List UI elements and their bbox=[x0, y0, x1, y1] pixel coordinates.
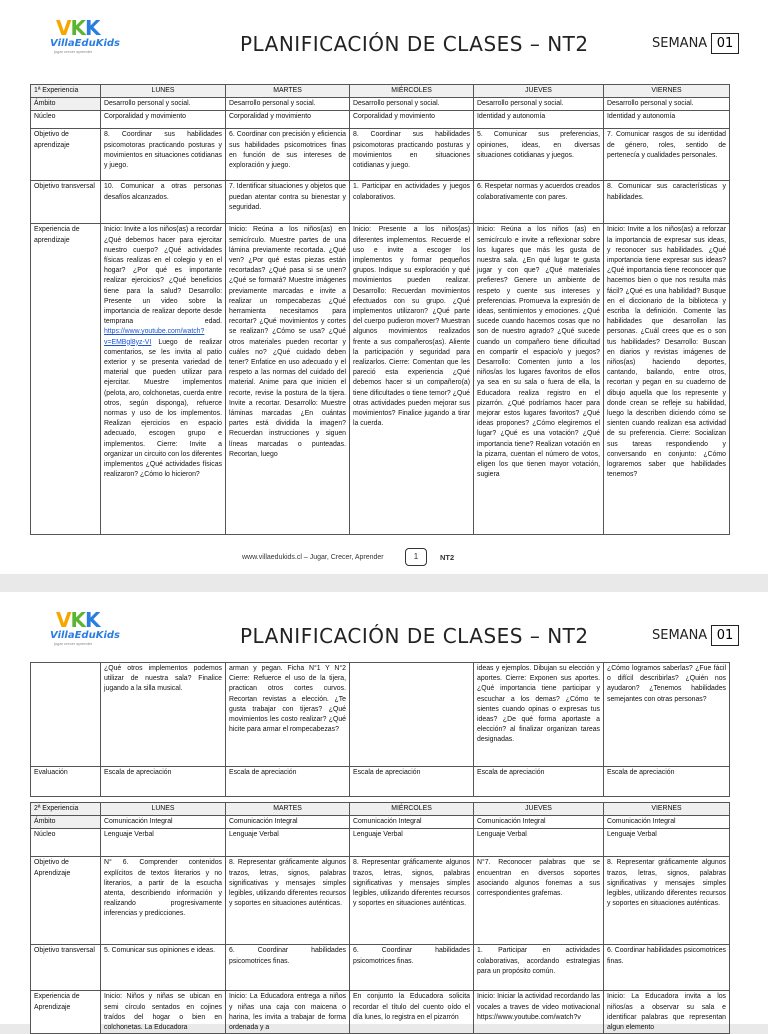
table-cell: Identidad y autonomía bbox=[474, 111, 604, 129]
table-cell: Comunicación Integral bbox=[350, 816, 474, 829]
table-cell bbox=[101, 991, 226, 1034]
day-header: MIÉRCOLES bbox=[350, 803, 474, 816]
table-row bbox=[31, 857, 730, 945]
table-cell: Lenguaje Verbal bbox=[604, 829, 730, 857]
row-label: Objetivo transversal bbox=[31, 945, 101, 991]
row-label: Objetivo de Aprendizaje bbox=[31, 857, 101, 945]
day-header: VIERNES bbox=[604, 85, 730, 98]
table-cell: 6. Coordinar con precisión y eficiencia sus habilidades psicomotrices finas en función de sus intereses de exploración y juego. bbox=[226, 129, 350, 181]
table-cell: 5. Comunicar sus preferencias, opiniones, ideas, en diversas situaciones cotidianas y juegos. bbox=[474, 129, 604, 181]
table-cell: 1. Participar en actividades colaborativas, acordando estrategias para un propósito común. bbox=[474, 945, 604, 991]
page-title: PLANIFICACIÓN DE CLASES – NT2 bbox=[240, 624, 589, 648]
row-label: Objetivo de aprendizaje bbox=[31, 129, 101, 181]
table-cell: 8. Representar gráficamente algunos trazos, letras, signos, palabras significativas y mensajes simples legibles, utilizando diferentes recursos y soportes en situaciones auténticas. bbox=[226, 857, 350, 945]
semana-number: 01 bbox=[711, 625, 739, 646]
table-row bbox=[31, 181, 730, 224]
row-label: Ámbito bbox=[31, 98, 101, 111]
table-cell: 6. Coordinar habilidades psicomotrices finas. bbox=[226, 945, 350, 991]
table-cell: 8. Representar gráficamente algunos trazos, letras, signos, palabras significativas y mensajes simples legibles, utilizando diferentes recursos y soportes en situaciones auténticas. bbox=[350, 857, 474, 945]
plan-table-exp1-continued bbox=[30, 662, 730, 797]
experience-text: Inicio: Niños y niñas se ubican en semi círculo sentados en cojines traídos del hogar o bien en colchonetas. La Educadora bbox=[104, 993, 222, 1032]
table-cell: Comunicación Integral bbox=[474, 816, 604, 829]
table-cell: 1. Participar en actividades y juegos colaborativos. bbox=[350, 181, 474, 224]
day-header: MARTES bbox=[226, 85, 350, 98]
table-cell: ideas y ejemplos. Dibujan su elección y aportes. Cierre: Exponen sus aportes. ¿Qué importancia tiene participar y escuchar a los demas? ¿Cómo te sientes cuando opinas o expresas tus ideas? ¿De qué forma aportaste a elección? al finalizar organizan tareas designadas. bbox=[474, 663, 604, 767]
table-cell: arman y pegan. Ficha N°1 Y N°2 Cierre: Refuerce el uso de la tijera, practican otros cortes curvos. Recortan revistas a elección. ¿Te gusta trabajar con tijeras? ¿Qué movimientos les costo realizar? ¿Qué hicite para armar el rompecabezas? bbox=[226, 663, 350, 767]
table-cell: 8. Comunicar sus características y habilidades. bbox=[604, 181, 730, 224]
day-header: VIERNES bbox=[604, 803, 730, 816]
table-cell: Desarrollo personal y social. bbox=[226, 98, 350, 111]
page-header bbox=[0, 0, 768, 72]
table-cell bbox=[350, 991, 474, 1034]
table-cell: Lenguaje Verbal bbox=[226, 829, 350, 857]
table-header-row bbox=[31, 85, 730, 98]
semana-label: SEMANA bbox=[652, 36, 708, 51]
table-row bbox=[31, 816, 730, 829]
table-cell: Desarrollo personal y social. bbox=[604, 98, 730, 111]
experience-label: 2ª Experiencia bbox=[31, 803, 101, 816]
plan-table-exp1 bbox=[30, 84, 730, 535]
table-cell: Corporalidad y movimiento bbox=[350, 111, 474, 129]
table-cell: 7. Identificar situaciones y objetos que puedan atentar contra su bienestar y seguridad. bbox=[226, 181, 350, 224]
table-cell bbox=[474, 991, 604, 1034]
table-cell bbox=[604, 224, 730, 535]
table-row bbox=[31, 829, 730, 857]
experience-text: Inicio: La Educadora invita a los niños/as a observar su sala e identificar palabras que representan algun elemento bbox=[607, 993, 726, 1032]
page-2 bbox=[0, 592, 768, 1032]
table-cell bbox=[350, 663, 474, 767]
table-cell: Comunicación Integral bbox=[101, 816, 226, 829]
table-cell: ¿Cómo logramos saberlas? ¿Fue fácil o difícil describirlas? ¿Quién nos ayudaron? ¿Tenemos habilidades semejantes con otras personas? bbox=[604, 663, 730, 767]
logo-tagline: jugar crecer aprender bbox=[54, 641, 93, 646]
page-number: 1 bbox=[405, 548, 427, 566]
table-cell: Escala de apreciación bbox=[101, 767, 226, 797]
logo-tagline: jugar crecer aprender bbox=[54, 49, 93, 54]
table-cell: 6. Coordinar habilidades psicomotrices finas. bbox=[350, 945, 474, 991]
table-cell bbox=[226, 224, 350, 535]
table-cell: Comunicación Integral bbox=[604, 816, 730, 829]
table-row bbox=[31, 991, 730, 1034]
day-header: JUEVES bbox=[474, 803, 604, 816]
table-cell: 8. Coordinar sus habilidades psicomotoras practicando posturas y movimientos en situaciones cotidianas y juego. bbox=[350, 129, 474, 181]
experience-text: En conjunto la Educadora solicita recordar el título del cuento oído el día lunes, lo registra en el pizarrón bbox=[353, 993, 470, 1021]
semana-number: 01 bbox=[711, 33, 739, 54]
table-cell: Desarrollo personal y social. bbox=[474, 98, 604, 111]
table-cell: Comunicación Integral bbox=[226, 816, 350, 829]
table-row bbox=[31, 767, 730, 797]
semana-label: SEMANA bbox=[652, 628, 708, 643]
footer-level: NT2 bbox=[440, 553, 455, 562]
row-label: Núcleo bbox=[31, 829, 101, 857]
table-cell: Lenguaje Verbal bbox=[350, 829, 474, 857]
table-cell: 8. Representar gráficamente algunos trazos, letras, signos, palabras significativas y mensajes simples legibles, utilizando diferentes recursos y soportes en situaciones auténticas. bbox=[604, 857, 730, 945]
table-cell: N°7. Reconocer palabras que se encuentran en diversos soportes asociando algunos fonemas a sus correspondientes grafemas. bbox=[474, 857, 604, 945]
experience-text: Inicio: Reúna a los niños (as) en semicírculo e invite a reflexionar sobre los lugares que más les gusta de nuestra sala. ¿En qué lugar te gusta jugar y con que? ¿Qué materiales prefieres? Genere un ambiente de respeto y cuente sus intereses y preferencias. Promueva la expresión de ideas, sentimientos y emociones. ¿Qué sucede cuando hacemos cosas que no son de nuestro agrado? ¿Qué sucede cuando un compañero tiene dificultad en compartir el espacio/o y juegos? Desarrollo: Comenten junto a los niños/as los lugares favoritos de ellos ya sea en su sala o fuera de ella, la Educadora realiza registro en el pizarrón. ¿Qué podríamos hacer para mejorar estos lugares favoritos? ¿Qué ideas propones? ¿Cómo elegiremos el lugar? ¿Qué es una votación? ¿Qué importancia tiene? Realizan votación en la pizarra, cuentan el número de votos, eligen los que tienen mayor votación, sugiera bbox=[477, 226, 600, 479]
experience-text: Luego de realizar comentarios, se les invita al patio exterior y se presenta variedad de material que pueden utilizar para ejercitar. Muestre implementos (pelota, aro, colchonetas, cuerda entre otros, según disponga), refuerce normas y uso de los implementos. Realizan ejercicios en espacio adecuado, escogen grupo e implementos. Cierre: Invite a organizar un circuito con los diferentes implementos ¿Qué actividades físicas realizaron? ¿Cómo lo hicieron? bbox=[104, 338, 222, 479]
table-cell: 7. Comunicar rasgos de su identidad de género, roles, sentido de pertenecía y cualidades personales. bbox=[604, 129, 730, 181]
row-label: Experiencia de aprendizaje bbox=[31, 224, 101, 535]
row-label: Ámbito bbox=[31, 816, 101, 829]
experience-text: Inicio: Iniciar la actividad recordando las vocales a traves de video motivacional https://www.youtube.com/watch?v bbox=[477, 993, 600, 1021]
table-row bbox=[31, 945, 730, 991]
page-header bbox=[0, 592, 768, 664]
page-title: PLANIFICACIÓN DE CLASES – NT2 bbox=[240, 32, 589, 56]
table-cell: ¿Qué otros implementos podemos utilizar de nuestra sala? Finalice jugando a la silla musical. bbox=[101, 663, 226, 767]
table-cell: Desarrollo personal y social. bbox=[350, 98, 474, 111]
row-label: Evaluación bbox=[31, 767, 101, 797]
table-row bbox=[31, 98, 730, 111]
experience-label: 1ª Experiencia bbox=[31, 85, 101, 98]
table-row bbox=[31, 224, 730, 535]
footer-url: www.villaedukids.cl – Jugar, Crecer, Aprender bbox=[242, 554, 384, 561]
video-link[interactable]: https://www.youtube.com/watch?v=EMBgl8yz-VI bbox=[104, 328, 205, 346]
table-cell: 6. Respetar normas y acuerdos creados colaborativamente con pares. bbox=[474, 181, 604, 224]
table-cell: Corporalidad y movimiento bbox=[101, 111, 226, 129]
table-cell: Desarrollo personal y social. bbox=[101, 98, 226, 111]
table-cell bbox=[474, 224, 604, 535]
table-cell: Corporalidad y movimiento bbox=[226, 111, 350, 129]
table-cell: Escala de apreciación bbox=[226, 767, 350, 797]
table-cell bbox=[101, 224, 226, 535]
table-cell: Escala de apreciación bbox=[350, 767, 474, 797]
villaedukids-logo: VKK VillaEduKids jugar crecer aprender bbox=[50, 608, 120, 646]
experience-text: Inicio: Presente a los niños(as) diferentes implementos. Recuerde el uso e invite a escoger los implementos y formar pequeños grupos. Indique su exploración y qué movimientos pueden realizar. Desarrollo: Recuerdan movimientos efectuados con su grupo. ¿Qué implementos utilizaron? ¿Qué parte del cuerpo pudieron mover? Muestran algunos movimientos realizados frente a sus compañeros(as). Aliente la participación y seguridad para realizarlos. Cierre: Comentan que les pareció esta experiencia ¿Qué debemos hacer si un compañero(a) tiene dificultades o tiene temor? ¿Qué otras actividades pueden mejorar sus movimientos? Finalice jugando a tirar la cuerda. bbox=[353, 226, 470, 428]
table-row bbox=[31, 111, 730, 129]
experience-text: Inicio: Invite a los niños(as) a reforzar la importancia de expresar sus ideas, y reconocer sus habilidades. ¿Qué importancia tiene expresar sus ideas? ¿Qué importancia tiene reconocer que hacemos bien o que nos resulta más fácil? ¿Qué es una habilidad? Busque en el diccionario de la biblioteca y escriba la definición. Comente las habilidades que desarrollan las personas. ¿Cuál crees que es o son tus habilidades? Desarrollo: Buscan en diarios y revistas imágenes de niños(as) haciendo deportes, cantando, bailando, entre otros, recortan y pegan en su cuaderno de dibujo aquella que los represente y donde crean se refleje su habilidad, luego la describen diciendo cómo se sienten cuando realizan esa actividad de su preferencia. Cierre: Socializan sus tareas respondiendo y conversando en conjunto: ¿Cómo lograremos saber que habilidades tenemos? bbox=[607, 226, 726, 479]
table-header-row bbox=[31, 803, 730, 816]
table-cell bbox=[604, 991, 730, 1034]
table-cell: 5. Comunicar sus opiniones e ideas. bbox=[101, 945, 226, 991]
experience-text: Inicio: Invite a los niños(as) a recordar ¿Qué debemos hacer para ejercitar nuestro cuerpo? ¿Qué actividades físicas realizas en el colegio y en el hogar? ¿Por qué es importante realizar ejercicios? ¿Qué beneficios tiene para la salud? Desarrollo: Presente un video sobre la importancia de realizar deporte desde temprana edad. bbox=[104, 226, 222, 326]
table-cell: Escala de apreciación bbox=[604, 767, 730, 797]
day-header: LUNES bbox=[101, 803, 226, 816]
table-cell: 8. Coordinar sus habilidades psicomotoras practicando posturas y movimientos en situaciones cotidianas y juego. bbox=[101, 129, 226, 181]
day-header: MIÉRCOLES bbox=[350, 85, 474, 98]
logo-brand: VillaEduKids bbox=[50, 38, 120, 49]
plan-table-exp2 bbox=[30, 802, 730, 1034]
table-cell bbox=[350, 224, 474, 535]
table-cell: Lenguaje Verbal bbox=[474, 829, 604, 857]
table-cell: Escala de apreciación bbox=[474, 767, 604, 797]
table-cell: 10. Comunicar a otras personas desafíos alcanzados. bbox=[101, 181, 226, 224]
row-label: Experiencia de Aprendizaje bbox=[31, 991, 101, 1034]
table-row bbox=[31, 129, 730, 181]
day-header: LUNES bbox=[101, 85, 226, 98]
table-cell: Lenguaje Verbal bbox=[101, 829, 226, 857]
day-header: JUEVES bbox=[474, 85, 604, 98]
day-header: MARTES bbox=[226, 803, 350, 816]
experience-text: Inicio: La Educadora entrega a niños y niñas una caja con maicena o harina, les invita a trabajar de forma ordenada y a bbox=[229, 993, 346, 1032]
page-footer bbox=[0, 548, 768, 566]
row-label: Objetivo transversal bbox=[31, 181, 101, 224]
table-cell bbox=[226, 991, 350, 1034]
table-cell: 6. Coordinar habilidades psicomotrices finas. bbox=[604, 945, 730, 991]
row-label: Núcleo bbox=[31, 111, 101, 129]
villaedukids-logo: VKK VillaEduKids jugar crecer aprender bbox=[50, 16, 120, 54]
logo-brand: VillaEduKids bbox=[50, 630, 120, 641]
table-cell: Identidad y autonomía bbox=[604, 111, 730, 129]
table-cell: N° 6. Comprender contenidos explícitos de textos literarios y no literarios, a partir de la escucha atenta, describiendo información y realizando progresivamente inferencias y predicciones. bbox=[101, 857, 226, 945]
table-row bbox=[31, 663, 730, 767]
experience-text: Inicio: Reúna a los niños(as) en semicírculo. Muestre partes de una lámina previamente recortada. ¿Qué ven? ¿Por qué estas piezas están recortadas? ¿Qué pasa si se unen? ¿Qué se formará? Muestre imágenes previamente marcadas e invite a realizar un rompecabezas ¿Qué herramienta necesitamos para recortar? ¿Qué movimientos y cortes se realizan? ¿Cómo se usa? ¿Qué otros materiales pueden recortar y cuáles no? ¿Qué cuidado deben tener? Enfatice en uso adecuado y el respeto a las normas del cuidado del material. Anime para que inicien el recorte, revise la postura de la tijera. Invite a recortar. Desarrollo: Muestre láminas marcadas ¿En cuántas partes está dividida la imagen? Recuerdan instrucciones y siguen líneas marcadas o punteadas. Recortan, luego bbox=[229, 226, 346, 458]
